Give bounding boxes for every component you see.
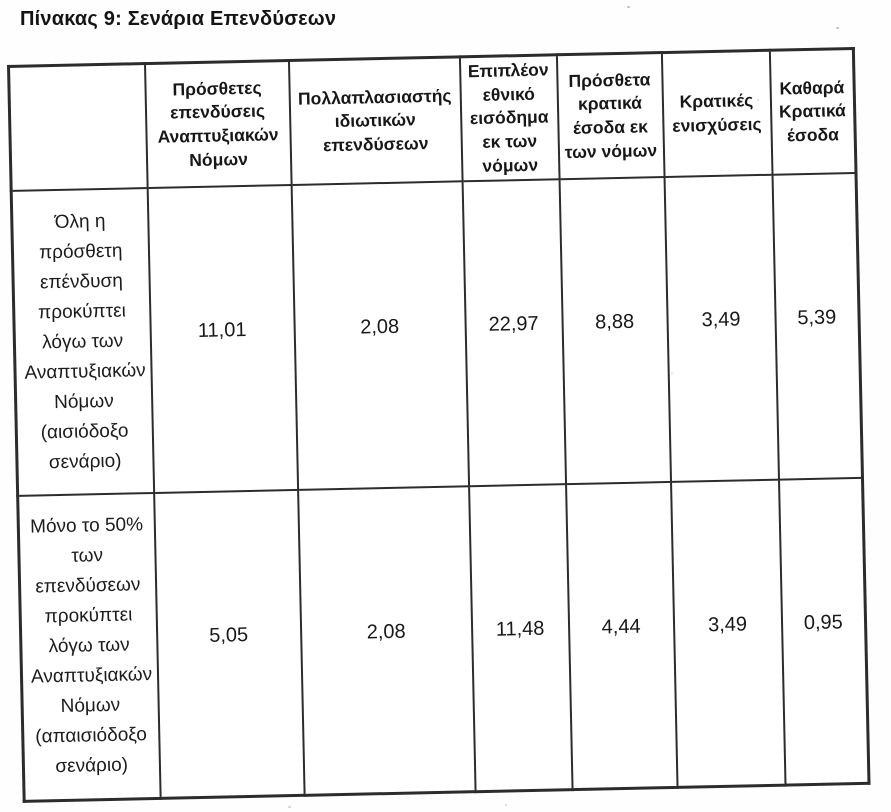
row-label-optimistic: Όλη η πρόσθετη επένδυση προκύπτει λόγω των Αναπτυξιακών Νόμων (αισιόδοξο σενάριο) [11,188,153,496]
header-cell-net-state-revenue: Καθαρά Κρατικά έσοδα [769,48,856,174]
cell-value: 2,08 [298,486,475,795]
cell-value: 4,44 [566,482,677,789]
cell-value: 5,39 [772,173,862,480]
scan-speck [505,804,507,806]
header-cell-empty [9,64,148,191]
scan-speck [836,27,839,29]
scan-speck [671,372,673,374]
cell-value: 5,05 [154,490,304,798]
cell-value: 3,49 [664,175,778,482]
cell-value: 11,01 [147,185,297,493]
scan-speck [757,99,759,101]
header-row [9,48,856,191]
header-cell-national-income: Επιπλέον εθνικό εισόδημα εκ των νόμων [459,55,559,182]
row-label-pessimistic: Μόνο το 50% των επενδύσεων προκύπτει λόγω των Αναπτυξιακών Νόμων (απαισιόδοξο σενάριο) [18,493,160,801]
cell-value: 3,49 [671,480,785,787]
cell-value: 22,97 [462,179,565,486]
header-cell-state-revenue: Πρόσθετα κρατικά έσοδα εκ των νόμων [556,53,664,180]
cell-value: 8,88 [559,177,670,484]
cell-value: 2,08 [291,181,468,490]
header-cell-additional-investments: Πρόσθετες επενδύσεις Αναπτυξιακών Νόμων [145,61,292,189]
table-row-optimistic [11,173,862,496]
cell-value: 11,48 [469,484,572,791]
table-row-pessimistic [18,478,869,801]
header-cell-multiplier: Πολλαπλασιαστής ιδιωτικών επενδύσεων [288,57,462,185]
cell-value: 0,95 [779,478,869,785]
scan-speck [288,806,291,808]
scan-speck [627,6,630,8]
table-title: Πίνακας 9: Σενάρια Επενδύσεων [20,8,337,30]
investment-scenarios-table [7,47,871,803]
header-cell-state-aid: Κρατικές ενισχύσεις [661,50,772,177]
